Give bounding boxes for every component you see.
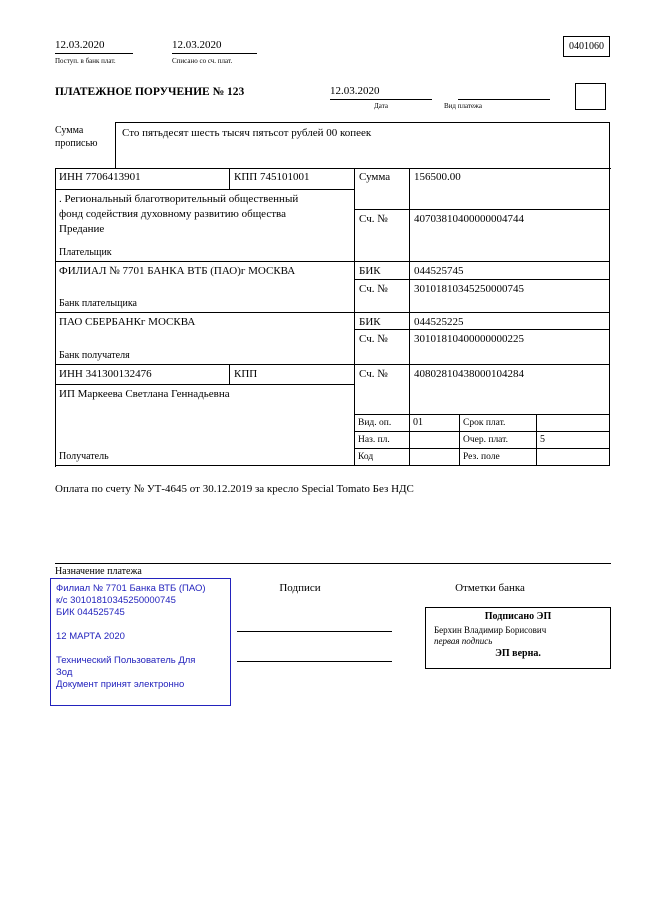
payment-term-label-cell: Срок плат.	[460, 415, 537, 432]
reserve-field-label-cell: Рез. поле	[460, 449, 537, 466]
stamp-line: Филиал № 7701 Банка ВТБ (ПАО)	[56, 583, 206, 594]
sum-value-cell: 156500.00	[410, 168, 610, 210]
payee-bank-account-label-cell: Сч. №	[355, 330, 410, 365]
status-box	[575, 83, 606, 110]
debited-from-account-date: 12.03.2020	[172, 38, 257, 54]
payee-section-label: Получатель	[59, 451, 109, 462]
amount-in-words-value: Сто пятьдесят шесть тысяч пятьсот рублей 00 копеек	[115, 122, 610, 168]
payment-purpose-label: Назначение платежа	[55, 566, 142, 577]
payer-bank-bik-cell: 044525745	[410, 262, 610, 280]
payer-account-cell: 40703810400000004744	[410, 210, 610, 262]
stamp-line: к/с 30101810345250000745	[56, 595, 176, 606]
stamp-line	[56, 619, 212, 631]
payer-kpp-cell: КПП 745101001	[230, 168, 355, 190]
received-in-bank-label: Поступ. в банк плат.	[55, 57, 116, 65]
ep-signature-kind: первая подпись	[434, 636, 493, 646]
payee-bank-bik-label-cell: БИК	[355, 313, 410, 330]
payment-purpose-line	[55, 563, 611, 564]
stamp-line: БИК 044525745	[56, 607, 125, 618]
ep-signer-name: Берхин Владимир Борисович	[434, 625, 547, 635]
payer-account-label-cell: Сч. №	[355, 210, 410, 262]
op-type-value-cell: 01	[410, 415, 460, 432]
payer-bank-bik-label-cell: БИК	[355, 262, 410, 280]
payer-section-label: Плательщик	[59, 247, 112, 258]
payer-bank-section-label: Банк плательщика	[59, 298, 137, 309]
payee-bank-name-cell	[55, 313, 355, 365]
sum-label-cell: Сумма	[355, 168, 410, 210]
document-title: ПЛАТЕЖНОЕ ПОРУЧЕНИЕ № 123	[55, 86, 245, 98]
stamp-line: Зод	[56, 667, 73, 678]
ep-signed-title: Подписано ЭП	[484, 611, 552, 622]
stamp-line: 12 МАРТА 2020	[56, 631, 125, 642]
document-date-value: 12.03.2020	[330, 84, 432, 100]
payer-name: . Региональный благотворительный общественный фонд содействия духовному развитию общества Предание	[59, 193, 299, 235]
payee-inn-cell: ИНН 341300132476	[55, 365, 230, 385]
payer-bank-name: ФИЛИАЛ № 7701 БАНКА ВТБ (ПАО)г МОСКВА	[59, 265, 296, 277]
bank-stamp	[50, 578, 231, 706]
payee-bank-section-label: Банк получателя	[59, 350, 130, 361]
payer-inn-cell: ИНН 7706413901	[55, 168, 230, 190]
stamp-line: Технический Пользователь Для	[56, 655, 196, 666]
stamp-line: Документ принят электронно	[56, 679, 185, 690]
payment-purpose-text: Оплата по счету № УТ-4645 от 30.12.2019 за кресло Special Tomato Без НДС	[55, 483, 414, 495]
debited-from-account-label: Списано со сч. плат.	[172, 57, 233, 65]
payer-bank-name-cell	[55, 262, 355, 313]
op-type-label-cell: Вид. оп.	[355, 415, 410, 432]
amount-in-words-label: Сумма прописью	[55, 125, 98, 149]
payee-account-cell: 40802810438000104284	[410, 365, 610, 415]
electronic-signature-box	[425, 607, 611, 669]
payee-bank-account-cell: 30101810400000000225	[410, 330, 610, 365]
received-in-bank-date: 12.03.2020	[55, 38, 133, 54]
signature-line-2	[237, 661, 392, 662]
code-label-cell: Код	[355, 449, 410, 466]
payment-type-line	[458, 84, 550, 100]
payee-bank-bik-cell: 044525225	[410, 313, 610, 330]
signature-line-1	[237, 631, 392, 632]
priority-label-cell: Очер. плат.	[460, 432, 537, 449]
reserve-field-value-cell	[537, 449, 610, 466]
payer-bank-account-cell: 30101810345250000745	[410, 280, 610, 313]
signatures-title: Подписи	[279, 582, 321, 594]
stamp-line	[56, 643, 212, 655]
payer-bank-account-label-cell: Сч. №	[355, 280, 410, 313]
payee-name-cell	[55, 385, 355, 466]
payment-term-value-cell	[537, 415, 610, 432]
ep-valid-text: ЭП верна.	[495, 648, 541, 659]
payee-account-label-cell: Сч. №	[355, 365, 410, 415]
document-date-label: Дата	[374, 102, 388, 110]
payee-name: ИП Маркеева Светлана Геннадьевна	[59, 388, 230, 400]
code-value-cell	[410, 449, 460, 466]
form-code-box: 0401060	[563, 36, 610, 57]
priority-value-cell: 5	[537, 432, 610, 449]
payer-name-cell	[55, 190, 355, 262]
payee-bank-name: ПАО СБЕРБАНКг МОСКВА	[59, 316, 196, 328]
payee-kpp-cell: КПП	[230, 365, 355, 385]
purpose-code-label-cell: Наз. пл.	[355, 432, 410, 449]
purpose-code-value-cell	[410, 432, 460, 449]
bank-marks-title: Отметки банка	[455, 582, 525, 594]
payment-type-label: Вид платежа	[444, 102, 483, 110]
